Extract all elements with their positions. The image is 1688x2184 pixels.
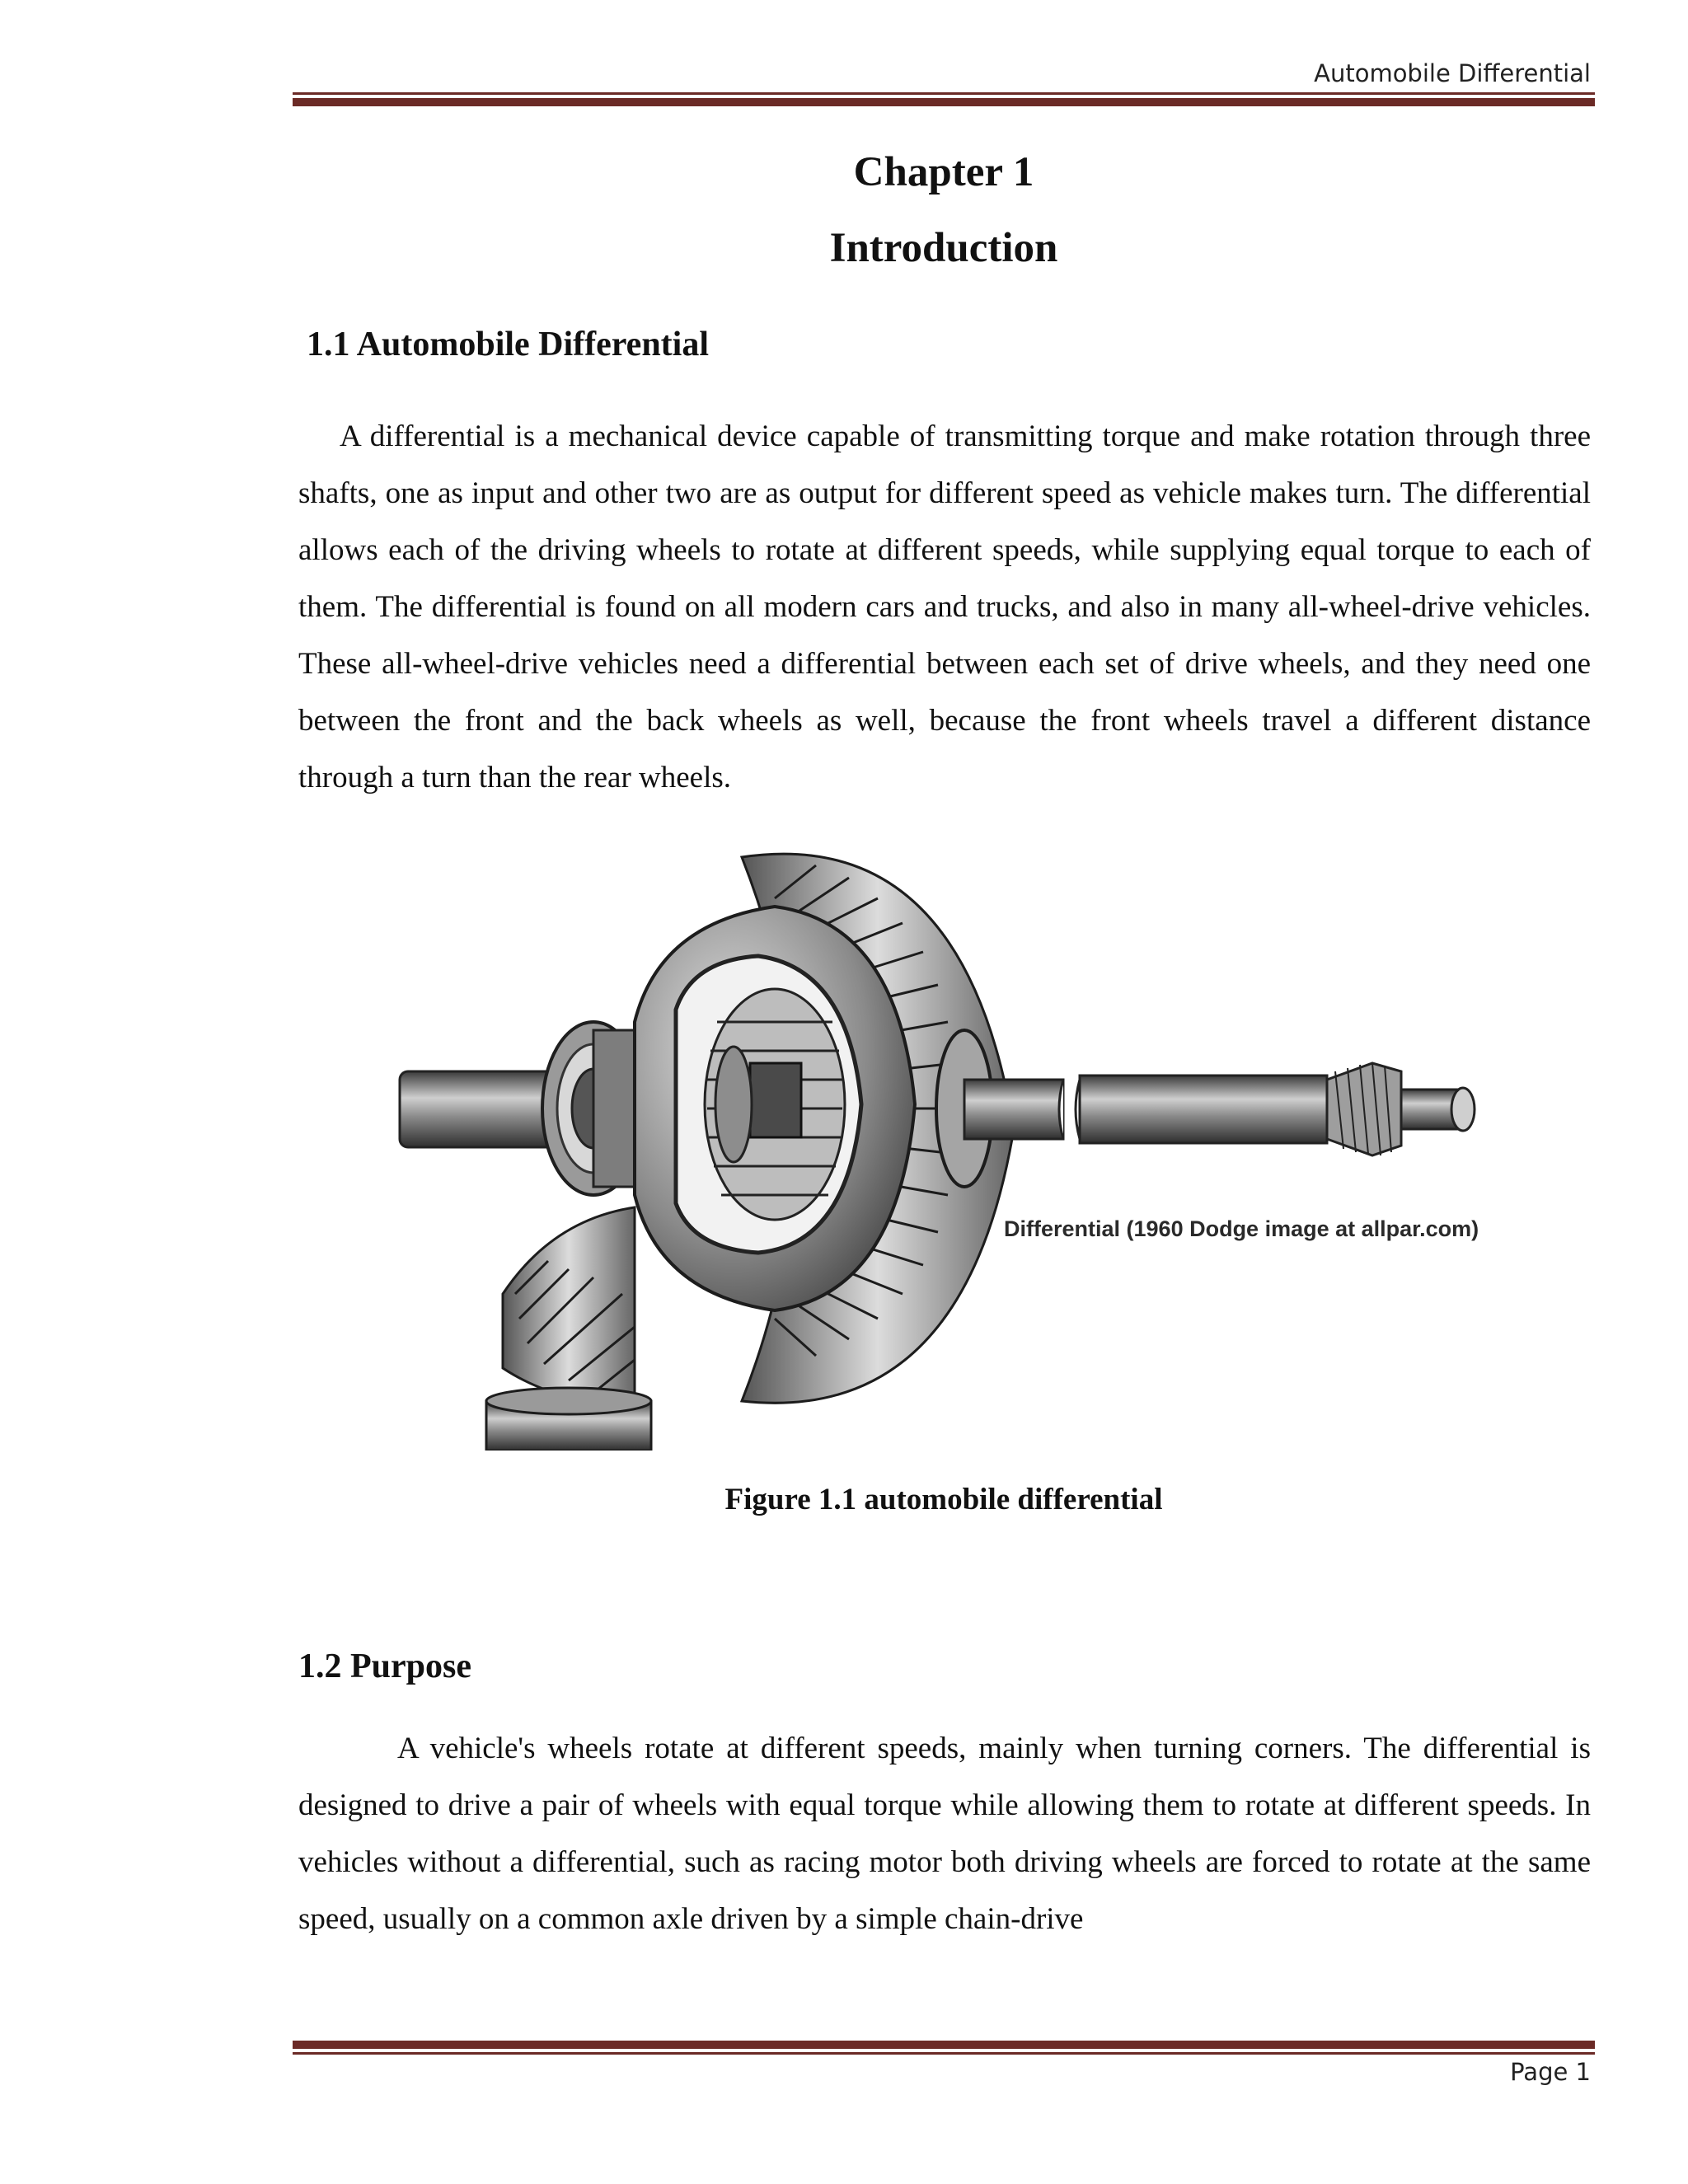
figure-image-credit: Differential (1960 Dodge image at allpar.com): [1004, 1216, 1479, 1241]
footer-rule: [293, 2041, 1595, 2055]
header-rule: [293, 92, 1595, 106]
section-paragraph-1-1: A differential is a mechanical device capable of transmitting torque and make rotation through three shafts, one as input and other two are as output for different speed as vehicle makes turn. The differential allows each of the driving wheels to rotate at different speeds, while supplying equal torque to each of them. The differential is found on all modern cars and trucks, and also in many all-wheel-drive vehicles. These all-wheel-drive vehicles need a differential between each set of drive wheels, and they need one between the front and the back wheels as well, because the front wheels travel a different distance through a turn than the rear wheels.: [298, 419, 1591, 794]
section-heading-1-2: 1.2 Purpose: [298, 1647, 471, 1685]
page-number: Page 1: [1510, 2058, 1591, 2086]
chapter-number: Chapter 1: [853, 149, 1034, 195]
section-paragraph-1-2: A vehicle's wheels rotate at different speeds, mainly when turning corners. The differential is designed to drive a pair of wheels with equal torque while allowing them to rotate at different speeds. In vehicles without a differential, such as racing motor both driving wheels are forced to rotate at the same speed, usually on a common axle driven by a simple chain-drive: [298, 1732, 1591, 1936]
figure-caption: Figure 1.1 automobile differential: [724, 1483, 1163, 1516]
running-header: Automobile Differential: [1314, 59, 1591, 87]
section-heading-1-1: 1.1 Automobile Differential: [307, 326, 710, 363]
differential-figure: [387, 832, 1508, 1451]
chapter-title: Introduction: [829, 225, 1058, 271]
differential-illustration: [387, 832, 1508, 1451]
